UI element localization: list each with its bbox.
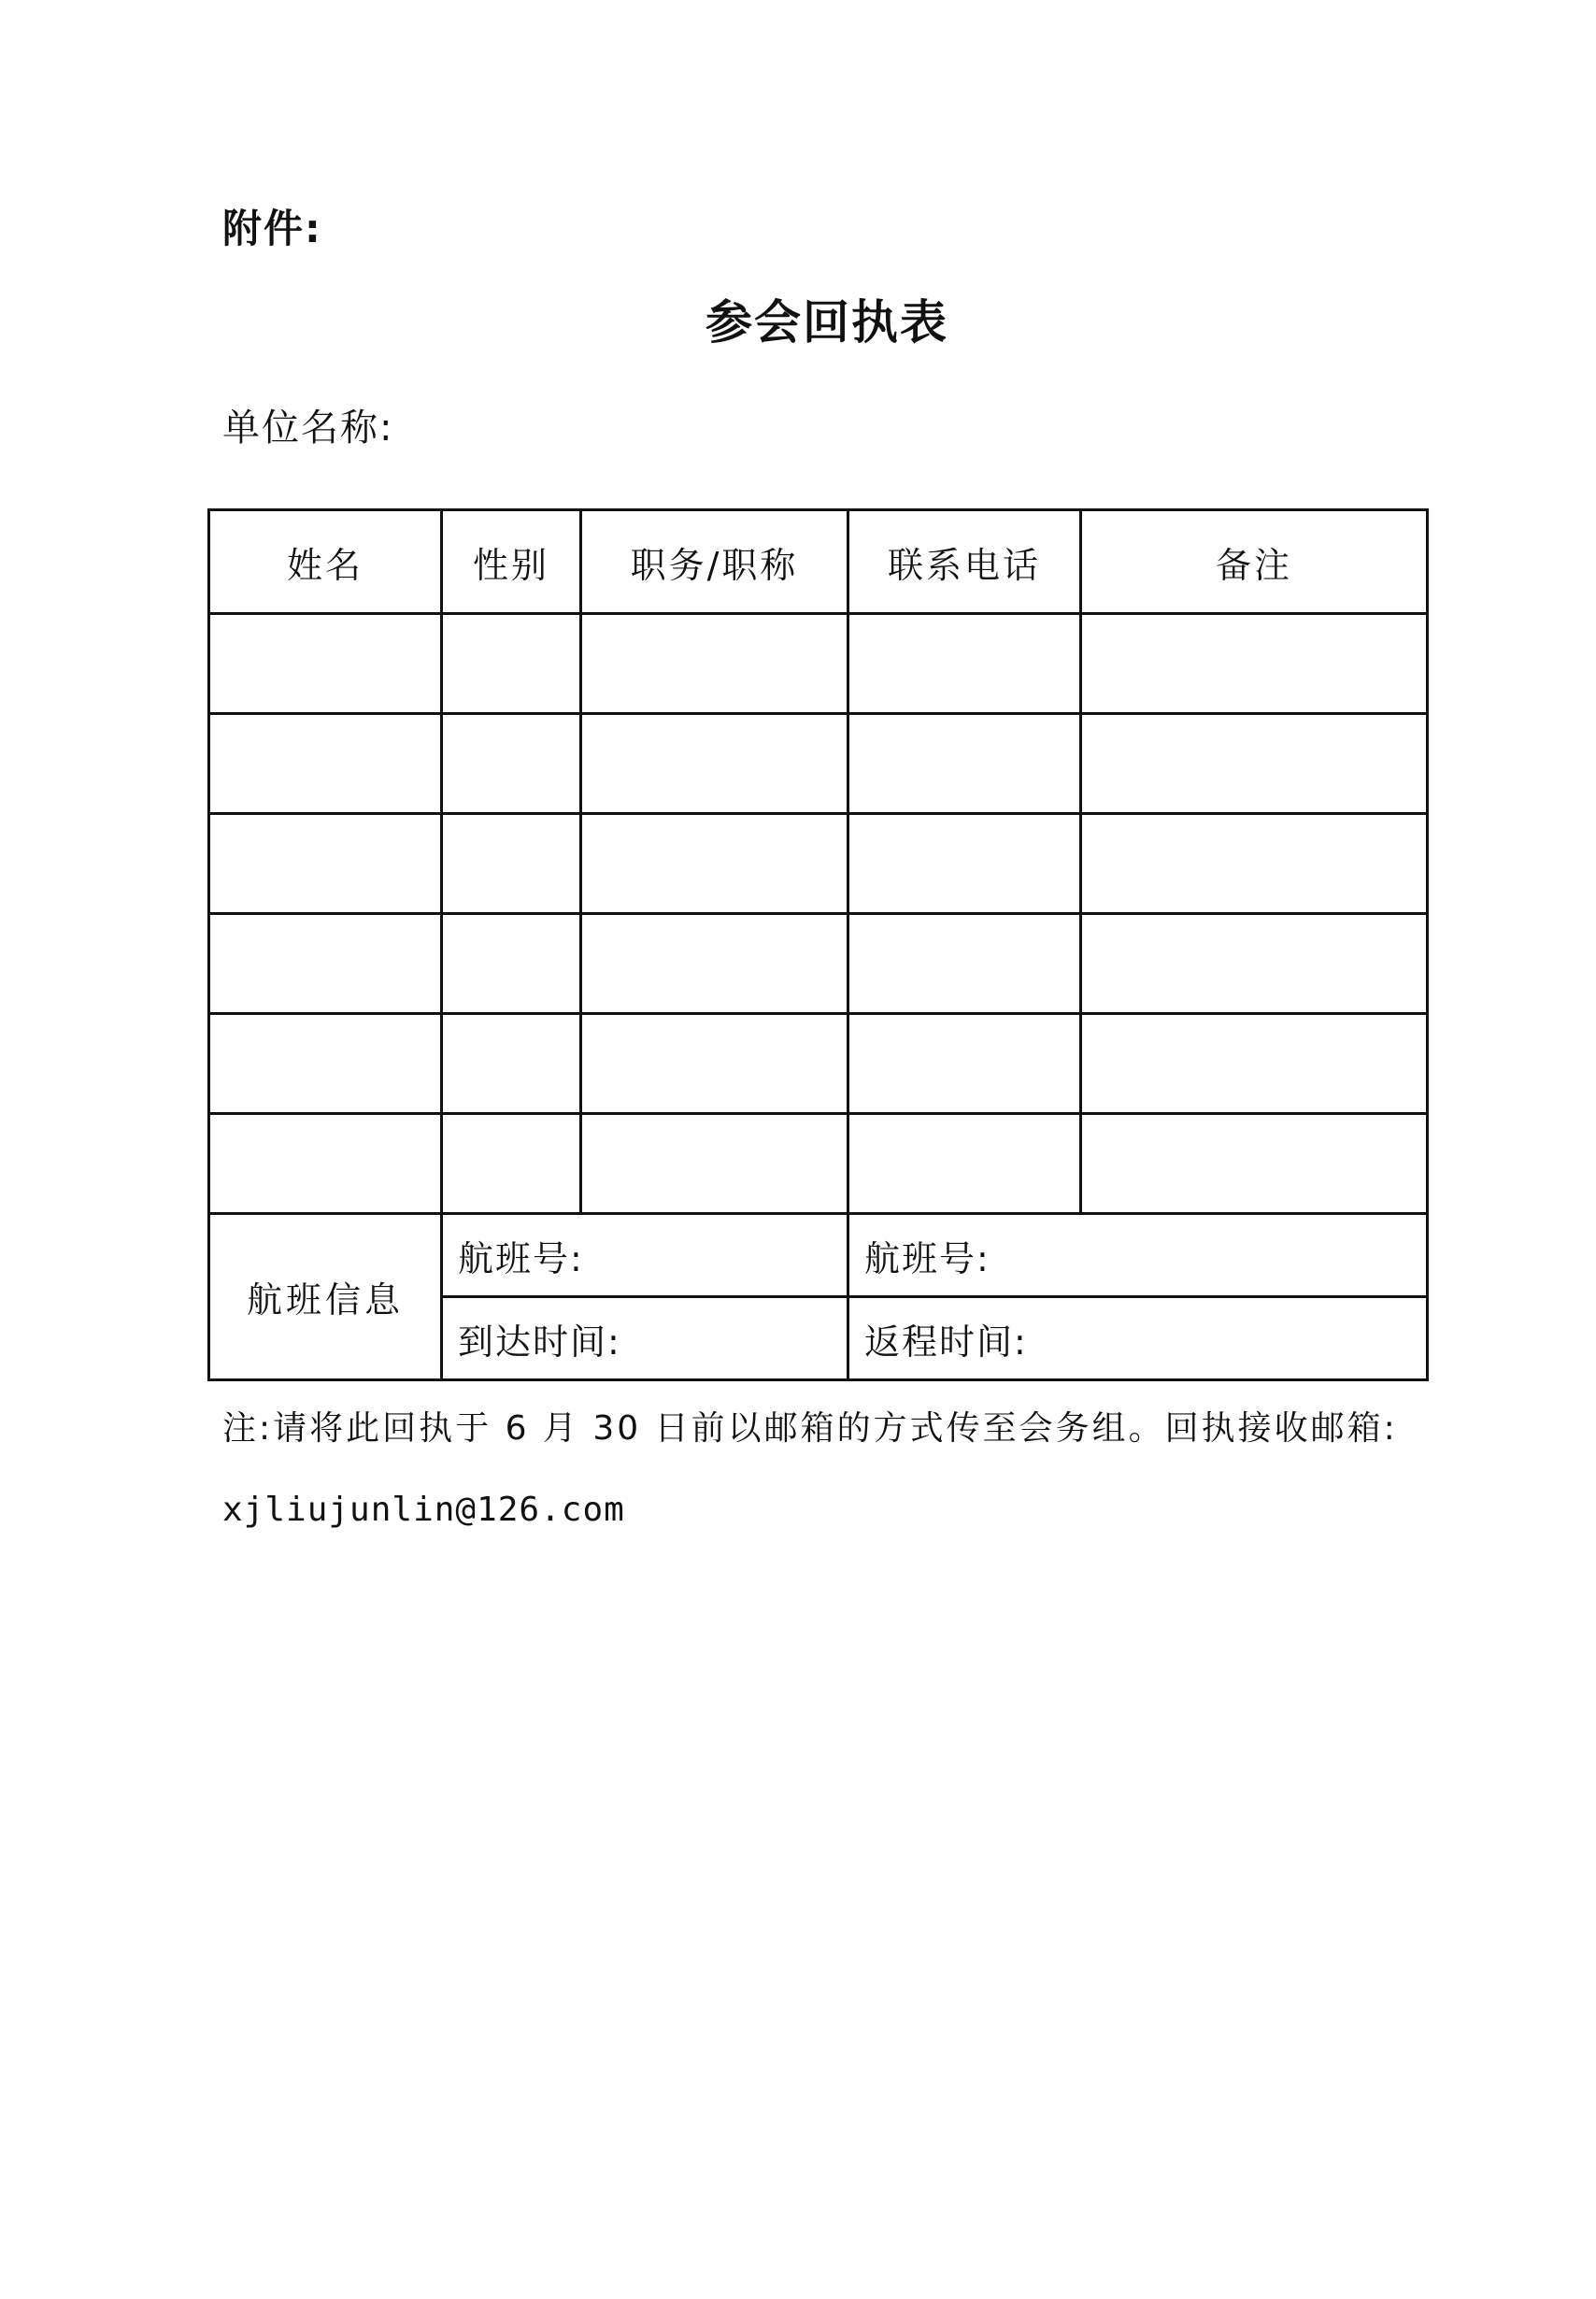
phone-cell[interactable] <box>848 914 1081 1014</box>
page-title: 参会回执表 <box>705 295 948 350</box>
gender-cell[interactable] <box>442 914 581 1014</box>
column-header-position: 职务/职称 <box>581 510 848 614</box>
remarks-cell[interactable] <box>1081 714 1428 814</box>
return-time-field[interactable]: 返程时间: <box>848 1297 1428 1380</box>
phone-cell[interactable] <box>848 814 1081 914</box>
gender-cell[interactable] <box>442 1114 581 1214</box>
flight-info-label: 航班信息 <box>209 1214 442 1380</box>
table-row <box>209 614 1428 714</box>
table-row <box>209 714 1428 814</box>
table-row <box>209 814 1428 914</box>
receipt-email: xjliujunlin@126.com <box>222 1491 625 1529</box>
name-cell[interactable] <box>209 1014 442 1114</box>
arrival-time-field[interactable]: 到达时间: <box>442 1297 848 1380</box>
remarks-cell[interactable] <box>1081 1114 1428 1214</box>
position-cell[interactable] <box>581 1114 848 1214</box>
table-header-row <box>209 510 1428 614</box>
column-header-gender: 性别 <box>442 510 581 614</box>
name-cell[interactable] <box>209 614 442 714</box>
submission-note: 注:请将此回执于 6 月 30 日前以邮箱的方式传至会务组。回执接收邮箱: <box>222 1409 1398 1448</box>
remarks-cell[interactable] <box>1081 914 1428 1014</box>
phone-cell[interactable] <box>848 614 1081 714</box>
column-header-name: 姓名 <box>209 510 442 614</box>
name-cell[interactable] <box>209 714 442 814</box>
position-cell[interactable] <box>581 1014 848 1114</box>
phone-cell[interactable] <box>848 1014 1081 1114</box>
position-cell[interactable] <box>581 614 848 714</box>
name-cell[interactable] <box>209 1114 442 1214</box>
return-flight-number-field[interactable]: 航班号: <box>848 1214 1428 1297</box>
remarks-cell[interactable] <box>1081 614 1428 714</box>
table-row <box>209 914 1428 1014</box>
table-row <box>209 1014 1428 1114</box>
unit-name-label: 单位名称: <box>222 407 394 450</box>
remarks-cell[interactable] <box>1081 814 1428 914</box>
column-header-remarks: 备注 <box>1081 510 1428 614</box>
position-cell[interactable] <box>581 914 848 1014</box>
position-cell[interactable] <box>581 714 848 814</box>
position-cell[interactable] <box>581 814 848 914</box>
phone-cell[interactable] <box>848 714 1081 814</box>
gender-cell[interactable] <box>442 614 581 714</box>
attachment-label: 附件: <box>222 206 322 251</box>
column-header-phone: 联系电话 <box>848 510 1081 614</box>
table-row <box>209 1114 1428 1214</box>
name-cell[interactable] <box>209 814 442 914</box>
gender-cell[interactable] <box>442 1014 581 1114</box>
remarks-cell[interactable] <box>1081 1014 1428 1114</box>
phone-cell[interactable] <box>848 1114 1081 1214</box>
name-cell[interactable] <box>209 914 442 1014</box>
outbound-flight-number-field[interactable]: 航班号: <box>442 1214 848 1297</box>
gender-cell[interactable] <box>442 814 581 914</box>
flight-row-1 <box>209 1214 1428 1297</box>
gender-cell[interactable] <box>442 714 581 814</box>
receipt-table <box>207 508 1429 1381</box>
